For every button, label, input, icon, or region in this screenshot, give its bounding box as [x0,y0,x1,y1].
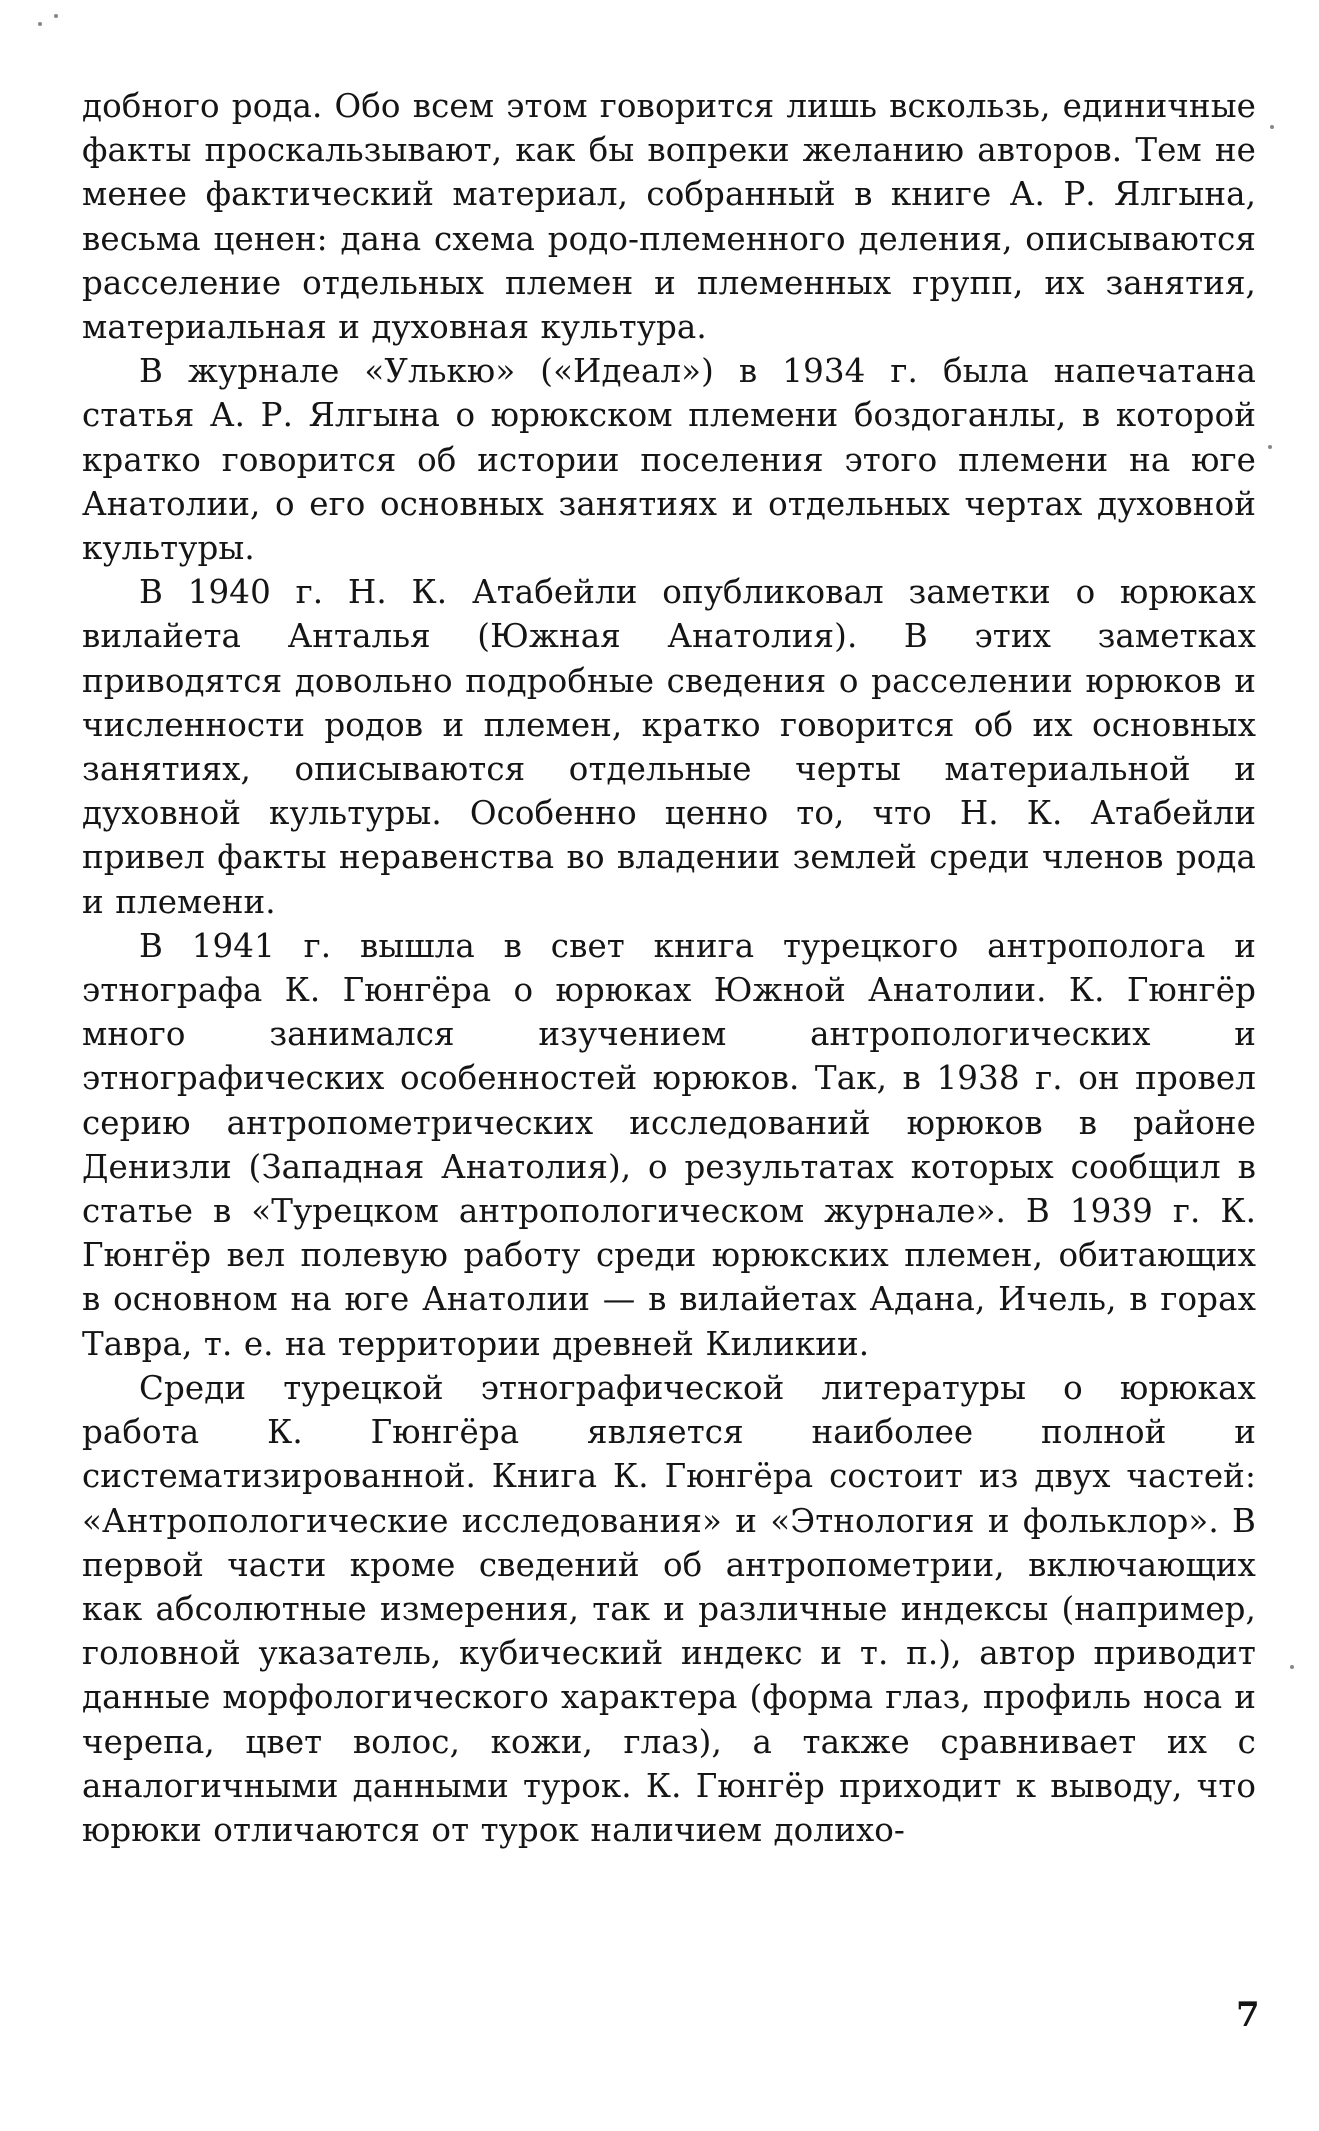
page-number: 7 [1236,1995,1260,2035]
paragraph-ulkyu-journal: В журнале «Улькю» («Идеал») в 1934 г. была напечатана статья А. Р. Ялгына о юрюкском племени боздоганлы, в которой кратко говорится об истории поселения этого племени на юге Анатолии, о его основных занятиях и отдельных чертах духовной культуры. [82,352,1256,568]
paragraph-gungor-book: В 1941 г. вышла в свет книга турецкого антрополога и этнографа К. Гюнгёра о юрюках Южной Анатолии. К. Гюнгёр много занимался изучением антропологических и этнографических особенностей юрюков. Так, в 1938 г. он провел серию антропометрических исследований юрюков в районе Денизли (Западная Анатолия), о результатах которых сообщил в статье в «Турецком антропологическом журнале». В 1939 г. К. Гюнгёр вел полевую работу среди юрюкских племен, обитающих в основном на юге Анатолии — в вилайетах Адана, Ичель, в горах Тавра, т. е. на территории древней Киликии. [82,926,1256,1363]
scan-speck [1290,1665,1294,1669]
paragraph-atabeyli: В 1940 г. Н. К. Атабейли опубликовал заметки о юрюках вилайета Анталья (Южная Анатолия). В этих заметках приводятся довольно подробные сведения о расселении юрюков и численности родов и племен, кратко говорится об их основных занятиях, описываются отдельные черты материальной и духовной культуры. Особенно ценно то, что Н. К. Атабейли привел факты неравенства во владении землей среди членов рода и племени. [82,573,1256,921]
scan-speck [1270,125,1274,129]
scan-speck [38,22,42,26]
scan-speck [1268,445,1272,449]
scan-speck [54,14,58,18]
body-text [82,84,1256,1852]
paragraph-continuation: добного рода. Обо всем этом говорится лишь вскользь, единичные факты проскальзывают, как бы вопреки желанию авторов. Тем не менее фактический материал, собранный в книге А. Р. Ялгына, весьма ценен: дана схема родо-племенного деления, описываются расселение отдельных племен и племенных групп, их занятия, материальная и духовная культура. [82,87,1256,347]
paragraph-gungor-work: Среди турецкой этнографической литературы о юрюках работа К. Гюнгёра является наиболее полной и систематизированной. Книга К. Гюнгёра состоит из двух частей: «Антропологические исследования» и «Этнология и фольклор». В первой части кроме сведений об антропометрии, включающих как абсолютные измерения, так и различные индексы (например, головной указатель, кубический индекс и т. п.), автор приводит данные морфологического характера (форма глаз, профиль носа и черепа, цвет волос, кожи, глаз), а также сравнивает их с аналогичными данными турок. К. Гюнгёр приходит к выводу, что юрюки отличаются от турок наличием долихо- [82,1368,1256,1849]
